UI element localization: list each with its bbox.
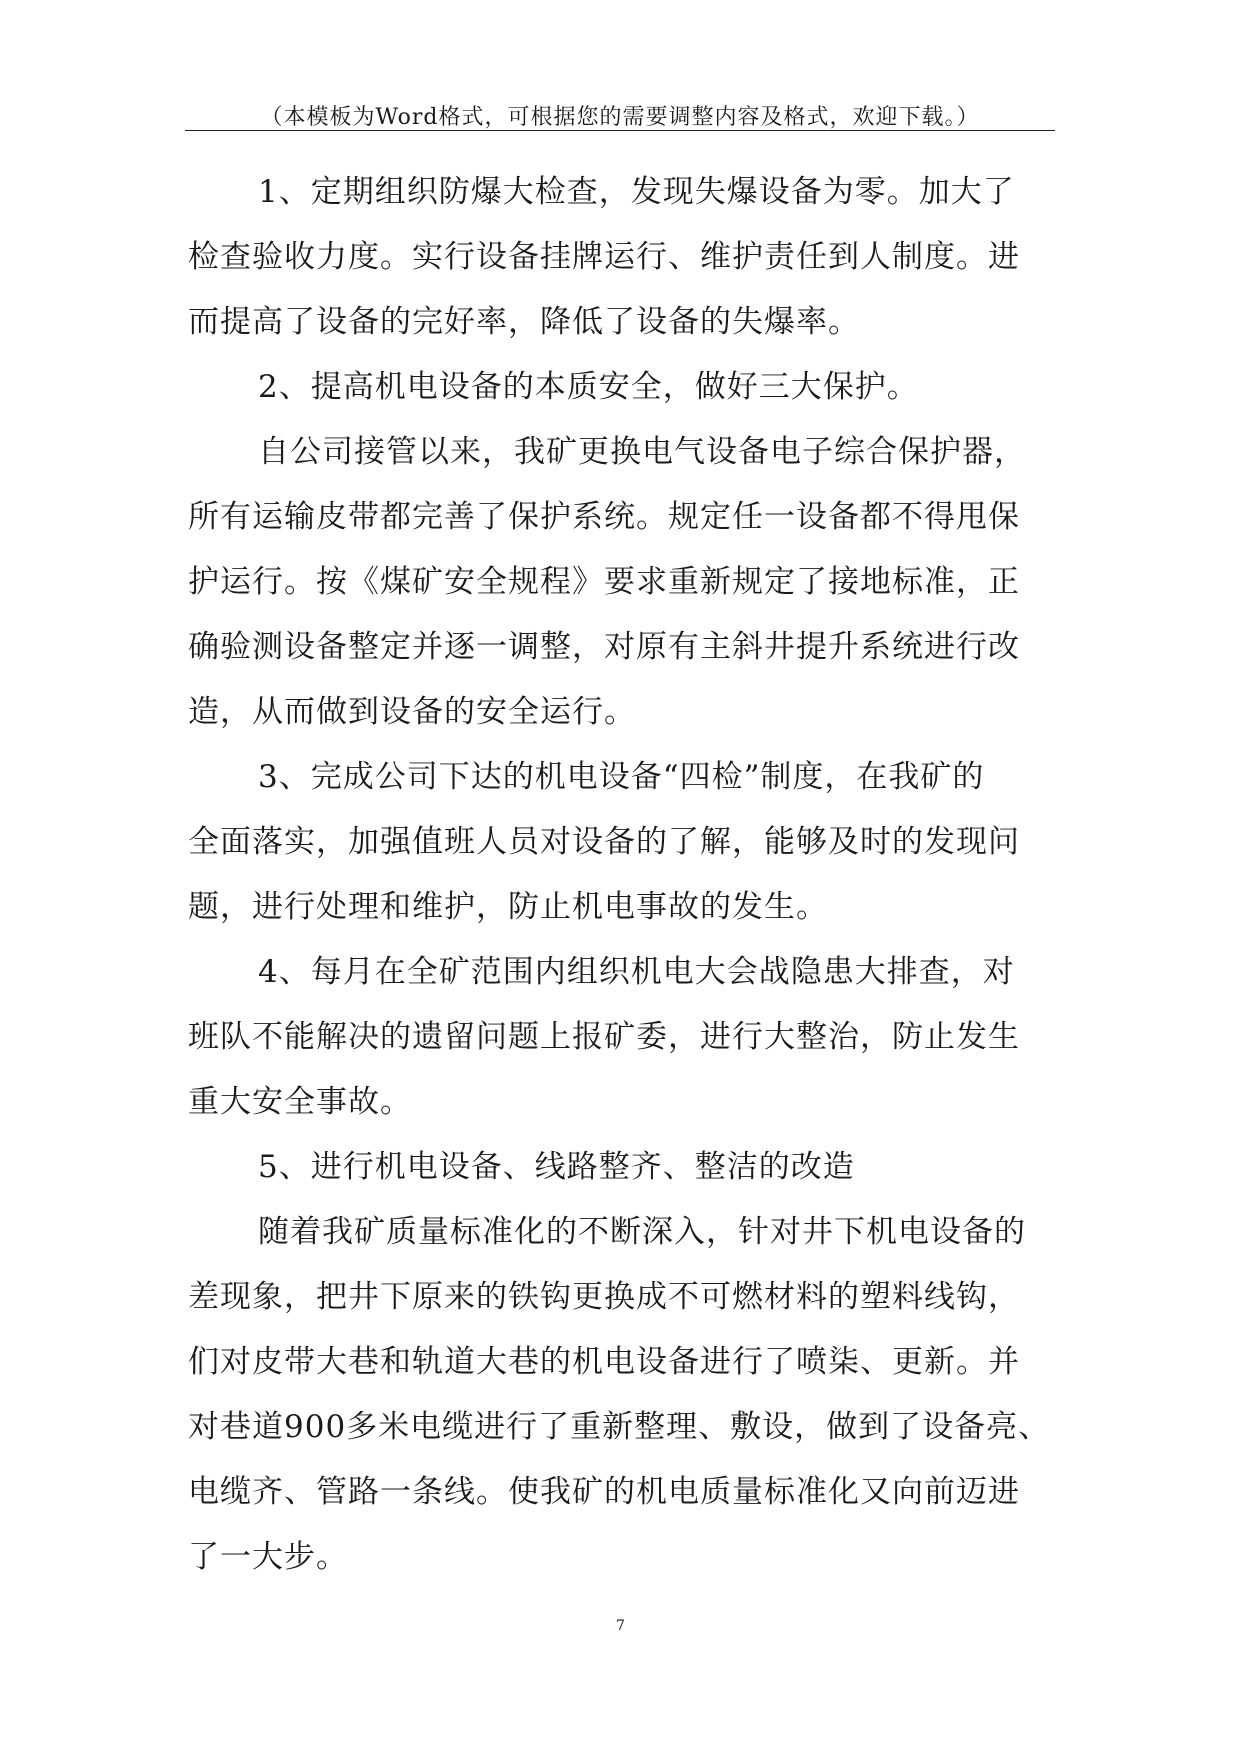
text-line: 电缆齐、管路一条线。使我矿的机电质量标准化又向前迈进 xyxy=(188,1474,1020,1510)
text-line: 2、提高机电设备的本质安全，做好三大保护。 xyxy=(258,369,919,405)
text-line: 重大安全事故。 xyxy=(188,1084,412,1120)
text-line: 4、每月在全矿范围内组织机电大会战隐患大排查，对 xyxy=(258,954,1015,990)
text-line: 随着我矿质量标准化的不断深入，针对井下机电设备的 xyxy=(258,1214,1026,1250)
page-header: （本模板为Word格式，可根据您的需要调整内容及格式，欢迎下载。） xyxy=(260,105,980,130)
text-line: 所有运输皮带都完善了保护系统。规定任一设备都不得甩保 xyxy=(188,499,1020,535)
text-line: 护运行。按《煤矿安全规程》要求重新规定了接地标准，正 xyxy=(188,564,1020,600)
text-line: 了一大步。 xyxy=(188,1539,348,1575)
text-line: 而提高了设备的完好率，降低了设备的失爆率。 xyxy=(188,304,860,340)
text-line: 们对皮带大巷和轨道大巷的机电设备进行了喷柒、更新。并 xyxy=(188,1344,1020,1380)
text-line: 3、完成公司下达的机电设备“四检”制度，在我矿的 xyxy=(258,759,985,795)
text-line: 1、定期组织防爆大检查，发现失爆设备为零。加大了 xyxy=(258,174,1015,210)
text-line: 造，从而做到设备的安全运行。 xyxy=(188,694,636,730)
text-line: 检查验收力度。实行设备挂牌运行、维护责任到人制度。进 xyxy=(188,239,1020,275)
text-line: 全面落实，加强值班人员对设备的了解，能够及时的发现问 xyxy=(188,824,1020,860)
document-body xyxy=(188,160,1058,1590)
text-line: 差现象，把井下原来的铁钩更换成不可燃材料的塑料线钩， xyxy=(188,1279,1020,1315)
text-line: 题，进行处理和维护，防止机电事故的发生。 xyxy=(188,889,828,925)
text-line: 班队不能解决的遗留问题上报矿委，进行大整治，防止发生 xyxy=(188,1019,1020,1055)
page-number: 7 xyxy=(616,1618,625,1634)
text-line: 对巷道900多米电缆进行了重新整理、敷设，做到了设备亮、 xyxy=(188,1409,1051,1445)
header-divider xyxy=(185,130,1055,131)
text-line: 自公司接管以来，我矿更换电气设备电子综合保护器， xyxy=(258,434,1026,470)
text-line: 确验测设备整定并逐一调整，对原有主斜井提升系统进行改 xyxy=(188,629,1020,665)
text-line: 5、进行机电设备、线路整齐、整洁的改造 xyxy=(258,1149,855,1185)
